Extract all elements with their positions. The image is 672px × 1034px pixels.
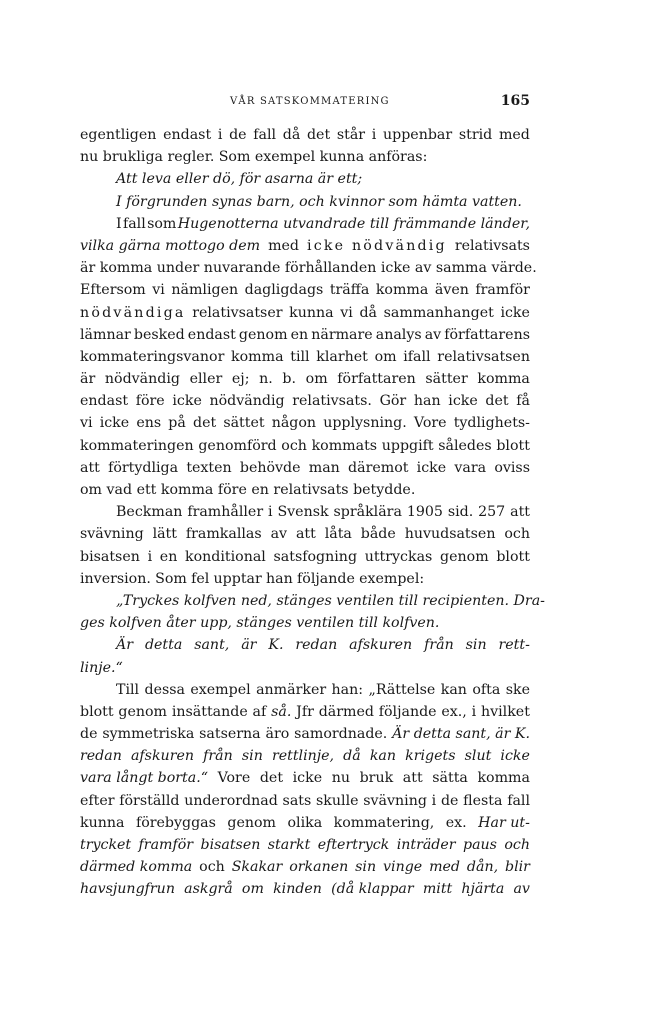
text-segment: fall (507, 792, 530, 809)
text-segment: med (498, 127, 530, 143)
text-segment: framför (475, 282, 530, 299)
text-line (80, 723, 530, 745)
text-segment: blir (505, 859, 530, 876)
text-segment: Eftersom (80, 282, 146, 299)
text-segment: kommats (311, 437, 378, 454)
text-segment: han (413, 393, 441, 410)
text-segment: flesta (463, 792, 503, 809)
text-segment: satserna (199, 726, 261, 743)
text-segment: författarens (444, 326, 530, 343)
text-segment: rettlinje, (271, 748, 335, 765)
text-segment: vinge (383, 859, 423, 876)
text-segment: nödvändiga (80, 304, 186, 321)
text-segment: i (431, 792, 437, 809)
text-segment: han: (331, 681, 364, 698)
text-line (80, 479, 530, 501)
text-line (80, 213, 530, 235)
text-segment: om (305, 371, 328, 388)
text-segment: Är (116, 637, 134, 654)
text-line (80, 302, 530, 324)
text-segment: icke (448, 393, 478, 410)
text-segment: icke (172, 393, 202, 410)
text-segment: analys (375, 326, 422, 343)
text-segment: även (434, 282, 469, 299)
text-segment: kan (440, 681, 467, 698)
text-segment: det (485, 393, 509, 410)
text-segment: Att leva eller dö, för asarna är ett; (116, 171, 363, 188)
text-segment: de (80, 726, 98, 743)
text-line (80, 701, 530, 723)
text-line (80, 790, 530, 812)
text-segment: svävning (363, 792, 427, 809)
text-segment: sättet (223, 415, 265, 432)
text-segment: af (252, 703, 267, 720)
text-segment: klarhet (316, 348, 368, 365)
text-segment: rett- (498, 637, 530, 654)
text-segment: framkallas (185, 526, 262, 543)
text-segment: framhåller (187, 504, 264, 521)
text-segment: sats (282, 792, 312, 809)
text-segment: däremot (348, 459, 409, 476)
text-segment: är (241, 637, 257, 654)
text-segment: fall (122, 215, 146, 232)
text-segment: framför (138, 837, 194, 853)
text-segment: står (336, 127, 366, 143)
text-segment: Som (155, 570, 187, 587)
text-line (80, 634, 530, 656)
text-segment: Som exempel kunna anföras: (218, 149, 428, 166)
text-segment: blott (496, 437, 530, 454)
text-segment: dagligdags (244, 282, 324, 299)
text-segment: I förgrunden synas barn, och kvinnor som hämta vatten. (116, 193, 522, 210)
text-segment: nu brukliga regler. (80, 149, 215, 166)
text-segment: komma (375, 282, 429, 299)
text-segment: eller (189, 371, 223, 388)
text-segment: träffa (329, 282, 370, 299)
text-segment: orkanen (289, 859, 349, 876)
text-segment: från (424, 637, 454, 654)
text-segment: huvudsatsen (404, 526, 496, 543)
text-segment: uppgift (381, 437, 434, 454)
text-segment: en (290, 326, 309, 343)
text-line (80, 124, 530, 146)
text-segment: Gör (379, 393, 407, 410)
text-segment: egentligen (80, 127, 157, 143)
text-line (80, 368, 530, 390)
text-segment: de (229, 127, 247, 143)
text-line (80, 257, 537, 279)
text-segment: i (147, 548, 153, 565)
text-segment: kunna (80, 814, 125, 831)
text-segment: eftertryck (317, 837, 390, 853)
text-segment: insättande (171, 703, 248, 720)
text-segment: endast (80, 393, 129, 410)
text-segment: anmärker (256, 681, 327, 698)
text-segment: svävning (80, 526, 144, 543)
text-segment: av (270, 526, 288, 543)
text-segment: sin (465, 637, 487, 654)
text-segment: uttryckas (364, 548, 433, 565)
text-segment: genom (118, 703, 168, 720)
text-segment: de (440, 792, 459, 809)
text-segment: i (471, 703, 477, 720)
text-line (80, 612, 530, 634)
text-segment: exempel (190, 681, 251, 698)
text-segment: lämnar (80, 326, 131, 343)
text-segment: följande (378, 703, 437, 720)
text-segment: kommateringen (80, 437, 194, 454)
text-segment: ex., (441, 703, 467, 720)
text-segment: inversion. (80, 570, 151, 587)
text-segment: hvilket (480, 703, 530, 720)
text-line (80, 279, 530, 301)
text-line (80, 657, 530, 679)
text-segment: endast (163, 127, 212, 143)
text-segment: underordnad (184, 792, 278, 809)
text-line (80, 523, 530, 545)
text-segment: kommatering, (333, 814, 435, 831)
text-segment: detta (144, 637, 183, 654)
text-segment: är (80, 371, 96, 388)
text-segment: upplysning. (323, 415, 407, 432)
text-line (80, 878, 530, 900)
text-segment: få (516, 393, 530, 410)
text-segment: uppenbar (383, 127, 453, 143)
text-segment: det (192, 415, 217, 432)
text-segment: (då klappar (331, 881, 414, 898)
text-line (80, 390, 530, 412)
text-segment: ens (136, 415, 162, 432)
text-segment: av (513, 881, 530, 898)
text-segment: mitt (422, 881, 453, 898)
text-segment: till (290, 348, 310, 365)
text-segment: sammanhanget (383, 304, 494, 321)
text-segment: nu (331, 770, 350, 787)
text-segment: nödvändig (104, 371, 180, 388)
text-segment: redan (80, 748, 122, 765)
text-segment: i (217, 127, 223, 143)
text-segment: paus (462, 837, 497, 853)
text-segment: och (504, 837, 530, 853)
text-segment: behövde (239, 459, 301, 476)
text-segment: Beckman (116, 504, 183, 521)
text-line (80, 834, 530, 856)
text-segment: genom (238, 326, 288, 343)
text-segment: blott (496, 548, 530, 565)
text-segment: icke (500, 304, 530, 321)
text-segment: kommateringsvanor (80, 348, 225, 365)
text-segment: att (510, 504, 530, 521)
text-segment: nämligen (171, 282, 239, 299)
text-segment: sin (355, 859, 377, 876)
text-segment: 1905 (406, 504, 443, 521)
text-segment: oviss (494, 459, 530, 476)
text-segment: därmed (318, 703, 374, 720)
text-segment: komma (231, 348, 284, 365)
text-line (80, 146, 530, 168)
text-segment: I (116, 215, 122, 232)
text-segment: låta (324, 526, 352, 543)
running-head (80, 93, 530, 113)
text-segment: att (295, 526, 316, 543)
text-segment: sid. (447, 504, 474, 521)
text-segment: icke (416, 459, 447, 476)
text-segment: tydlighets- (453, 415, 530, 432)
text-segment: krigets (405, 748, 456, 765)
text-segment: ex. (445, 814, 467, 831)
text-segment: förebyggas (135, 814, 216, 831)
text-segment: och (504, 526, 530, 543)
text-segment: n. (259, 371, 273, 388)
text-segment: kan (369, 748, 397, 765)
text-segment: „Rättelse (368, 681, 436, 698)
text-segment: besked (133, 326, 185, 343)
text-segment: i (371, 127, 377, 143)
text-segment: med (429, 859, 461, 876)
text-segment: någon (271, 415, 317, 432)
text-segment: vilka gärna mottogo dem (80, 237, 261, 254)
text-segment: strid (458, 127, 493, 143)
text-segment: en (159, 548, 178, 565)
text-segment: sätter (425, 371, 468, 388)
text-segment: dessa (144, 681, 185, 698)
text-segment: nödvändig (209, 393, 285, 410)
text-segment: från (203, 748, 233, 765)
text-segment: följande (297, 570, 355, 587)
text-segment: bisatsen (200, 837, 261, 853)
text-segment: är komma under nuvarande förhållanden icke av samma värde. (80, 260, 537, 277)
text-segment: förställd (119, 792, 180, 809)
text-segment: kunna (289, 304, 334, 321)
text-line (80, 767, 530, 789)
text-segment: genom (227, 814, 277, 831)
text-segment: före (135, 393, 165, 410)
text-line (80, 168, 530, 190)
text-segment: att (402, 770, 423, 787)
text-segment: b. (282, 371, 297, 388)
text-segment: texten (186, 459, 232, 476)
text-line (80, 856, 530, 878)
text-segment: med (268, 237, 299, 254)
text-segment: relativsats. (292, 393, 372, 410)
text-segment: av (424, 326, 442, 343)
text-segment: Är detta sant, är K. (392, 726, 530, 743)
text-segment: närmare (311, 326, 373, 343)
text-segment: blott (80, 703, 114, 720)
text-segment: som (147, 215, 177, 232)
text-segment: trycket (80, 837, 132, 853)
text-segment: olika (287, 814, 323, 831)
text-segment: så. (271, 703, 292, 720)
text-line (80, 435, 530, 457)
text-segment: exempel: (359, 570, 425, 587)
text-line (80, 590, 545, 612)
text-segment: ske (505, 681, 530, 698)
text-line (80, 191, 530, 213)
text-segment: att (80, 459, 100, 476)
text-line (80, 324, 530, 346)
text-segment: han (266, 570, 293, 587)
text-segment: satsfogning (273, 548, 358, 565)
text-segment: relativsats (454, 237, 530, 254)
text-segment: sant, (194, 637, 230, 654)
text-segment: komma (477, 770, 530, 787)
text-segment: icke (99, 415, 130, 432)
text-segment: Jfr (296, 703, 314, 720)
text-segment: genomförd (198, 437, 277, 454)
text-segment: kinden (273, 881, 322, 898)
text-segment: om (241, 881, 264, 898)
text-segment: „Tryckes kolfven ned, stänges ventilen till recipienten. Dra- (116, 592, 545, 609)
text-segment: fel (191, 570, 210, 587)
text-line (80, 568, 530, 590)
text-segment: vara långt borta.“ (80, 770, 208, 787)
text-segment: språklära (333, 504, 402, 521)
text-segment: upptar (213, 570, 262, 587)
text-line (80, 346, 530, 368)
text-line (80, 546, 530, 568)
page-number: 165 (500, 93, 530, 109)
text-segment: afskuren (349, 637, 413, 654)
text-segment: om vad ett komma före en relativsats betydde. (80, 482, 416, 498)
text-segment: Till (116, 681, 140, 698)
text-segment: ofta (472, 681, 501, 698)
text-segment: Vore (217, 770, 251, 787)
text-segment: linje.“ (80, 659, 123, 676)
text-segment: samordnade. (294, 726, 388, 743)
text-segment: dån, (466, 859, 499, 876)
text-segment: havsjungfrun (80, 881, 175, 898)
text-segment: relativsatsen (437, 348, 530, 365)
text-segment: bisatsen (80, 548, 140, 565)
body-text (80, 124, 545, 901)
text-segment: förtydliga (108, 459, 179, 476)
text-segment: Har ut- (478, 814, 530, 831)
text-segment: vi (340, 304, 353, 321)
text-line (80, 745, 530, 767)
text-line (80, 679, 530, 701)
text-segment: fall (253, 127, 277, 143)
text-segment: det (259, 770, 284, 787)
text-segment: i (268, 504, 273, 521)
text-segment: starkt (267, 837, 311, 853)
text-segment: och (199, 859, 225, 876)
text-segment: Vore (413, 415, 447, 432)
text-segment: då (343, 748, 361, 765)
text-segment: icke (500, 748, 530, 765)
text-segment: lätt (152, 526, 177, 543)
text-segment: askgrå (184, 881, 233, 898)
text-segment: inträder (396, 837, 456, 853)
text-segment: vi (152, 282, 165, 299)
text-line (80, 412, 530, 434)
text-line (80, 457, 530, 479)
text-segment: konditional (185, 548, 266, 565)
text-segment: relativsatser (192, 304, 283, 321)
text-segment: om (374, 348, 397, 365)
text-segment: afskuren (130, 748, 195, 765)
text-segment: därmed komma (80, 859, 193, 876)
text-segment: både (360, 526, 396, 543)
text-segment: på (168, 415, 186, 432)
text-line (80, 235, 530, 257)
running-title: VÅR SATSKOMMATERING (230, 96, 390, 107)
text-segment: och (281, 437, 307, 454)
text-segment: ges kolfven åter upp, stänges ventilen till kolfven. (80, 615, 440, 632)
text-segment: sätta (432, 770, 468, 787)
text-segment: äro (265, 726, 290, 743)
text-segment: endast (187, 326, 236, 343)
text-line (80, 812, 530, 834)
text-segment: genom (440, 548, 489, 565)
text-segment: efter (80, 792, 115, 809)
text-segment: ifall (403, 348, 431, 365)
text-segment: icke nödvändig (306, 237, 447, 254)
text-segment: då (282, 127, 301, 143)
text-segment: då (359, 304, 378, 321)
text-segment: författaren (337, 371, 416, 388)
text-segment: man (308, 459, 340, 476)
text-segment: skulle (316, 792, 359, 809)
text-segment: 257 (478, 504, 506, 521)
text-segment: sin (241, 748, 263, 765)
text-segment: ej; (231, 371, 250, 388)
text-segment: slut (464, 748, 492, 765)
text-segment: komma (477, 371, 530, 388)
text-line (80, 501, 530, 523)
text-segment: Hugenotterna utvandrade till främmande länder, (177, 215, 530, 232)
text-segment: redan (295, 637, 338, 654)
text-segment: icke (292, 770, 323, 787)
text-segment: vara (454, 459, 487, 476)
text-segment: det (306, 127, 331, 143)
text-segment: symmetriska (102, 726, 195, 743)
text-segment: således (438, 437, 492, 454)
text-segment: K. (268, 637, 284, 654)
text-segment: hjärta (461, 881, 505, 898)
text-segment: vi (80, 415, 93, 432)
text-segment: bruk (359, 770, 394, 787)
text-segment: Svensk (277, 504, 329, 521)
text-segment: Skakar (231, 859, 283, 876)
